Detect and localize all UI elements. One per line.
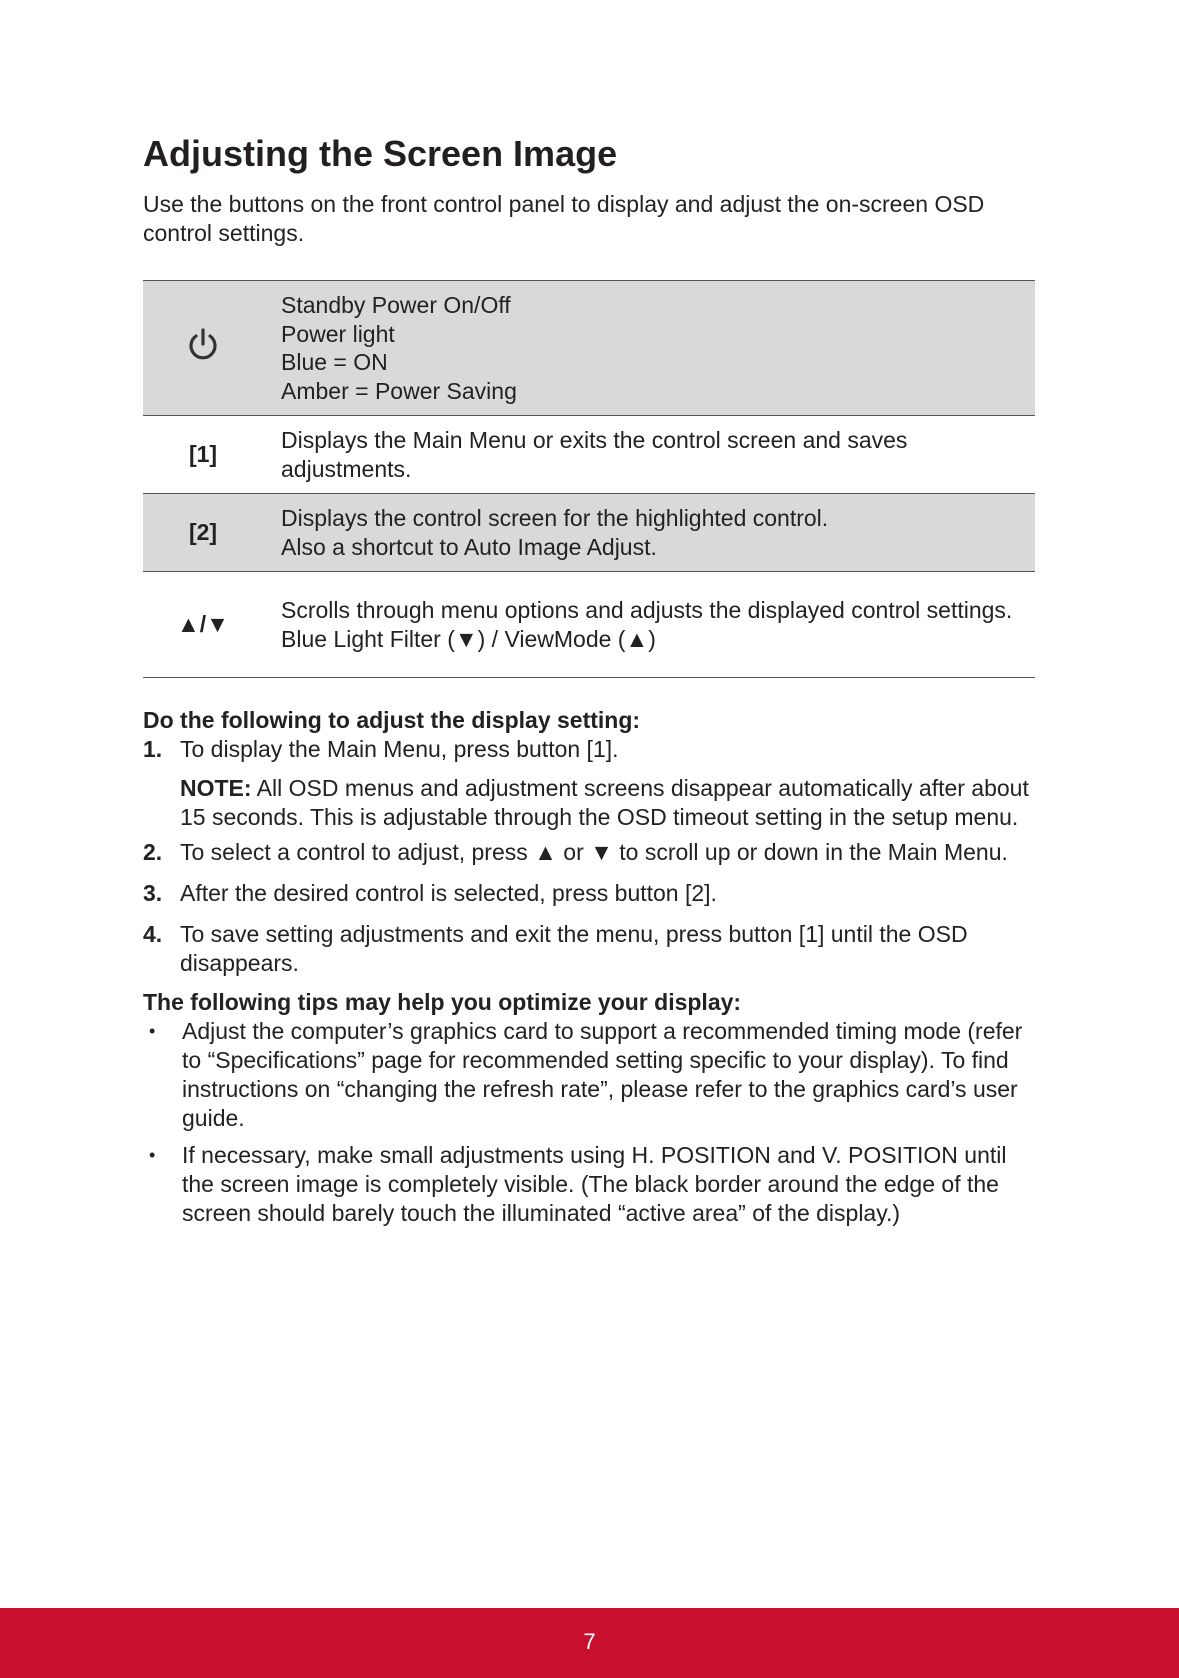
page-footer (0, 1608, 1179, 1678)
description-line: Blue = ON (281, 349, 388, 375)
description-line: Power light (281, 320, 395, 347)
steps-heading: Do the following to adjust the display setting: (143, 707, 641, 733)
control-key-cell: [2] (188, 519, 218, 546)
tip-item (143, 1017, 1035, 1133)
description-line: Standby Power On/Off (281, 292, 511, 318)
page-number: 7 (583, 1629, 596, 1654)
step-item (143, 879, 1035, 908)
control-key-cell: ▲/▼ (177, 611, 229, 638)
tip-item (143, 1141, 1035, 1228)
step-number: 1. (143, 736, 163, 762)
table-row (143, 572, 1035, 678)
step-item (143, 838, 1035, 867)
bullet-icon: • (149, 1021, 156, 1041)
table-row (143, 416, 1035, 494)
control-description-cell (263, 416, 1035, 494)
tip-text: Adjust the computer’s graphics card to support a recommended timing mode (refer to “Specifications” page for recommended setting specific to your display). To find instructions on “changing the refresh rate”, please refer to the graphics card’s user guide. (182, 1018, 1023, 1131)
step-item (143, 735, 1035, 764)
description-line: Amber = Power Saving (281, 377, 517, 404)
control-key-cell: [1] (188, 441, 218, 468)
page-title: Adjusting the Screen Image (143, 133, 618, 174)
step-number: 4. (143, 921, 163, 947)
tip-text: If necessary, make small adjustments using H. POSITION and V. POSITION until the screen image is completely visible. (The black border around the edge of the screen should barely touch the illuminated “active area” of the display.) (182, 1142, 1007, 1226)
step-text: After the desired control is selected, press button [2]. (180, 880, 717, 906)
step-text: To select a control to adjust, press ▲ or ▼ to scroll up or down in the Main Menu. (180, 839, 1008, 865)
intro-paragraph: Use the buttons on the front control panel to display and adjust the on-screen OSD control settings. (143, 191, 985, 246)
step-text: To display the Main Menu, press button [1]. (180, 736, 619, 762)
control-description-cell (263, 281, 1035, 416)
step-number: 2. (143, 839, 163, 865)
step-number: 3. (143, 880, 163, 906)
step-text: To save setting adjustments and exit the menu, press button [1] until the OSD disappears. (180, 921, 968, 976)
description-line: Displays the control screen for the highlighted control. (281, 505, 829, 531)
note-text: All OSD menus and adjustment screens disappear automatically after about 15 seconds. This is adjustable through the OSD timeout setting in the setup menu. (180, 775, 1029, 830)
control-buttons-table (143, 280, 1035, 678)
instructions-section (143, 706, 1035, 1228)
control-description-cell (263, 494, 1035, 572)
table-row (143, 281, 1035, 416)
control-key-cell (143, 281, 263, 416)
control-description-cell (263, 572, 1035, 678)
note-paragraph (180, 774, 1035, 832)
step-item (143, 920, 1035, 978)
description-line: Scrolls through menu options and adjusts the displayed control settings. (281, 597, 1013, 623)
power-icon (186, 327, 220, 363)
table-row (143, 494, 1035, 572)
description-line: Displays the Main Menu or exits the control screen and saves adjustments. (281, 427, 908, 482)
tips-heading: The following tips may help you optimize your display: (143, 989, 742, 1015)
note-label: NOTE: (180, 775, 252, 801)
description-line: Blue Light Filter (▼) / ViewMode (▲) (281, 625, 656, 652)
description-line: Also a shortcut to Auto Image Adjust. (281, 533, 657, 560)
bullet-icon: • (149, 1145, 156, 1165)
